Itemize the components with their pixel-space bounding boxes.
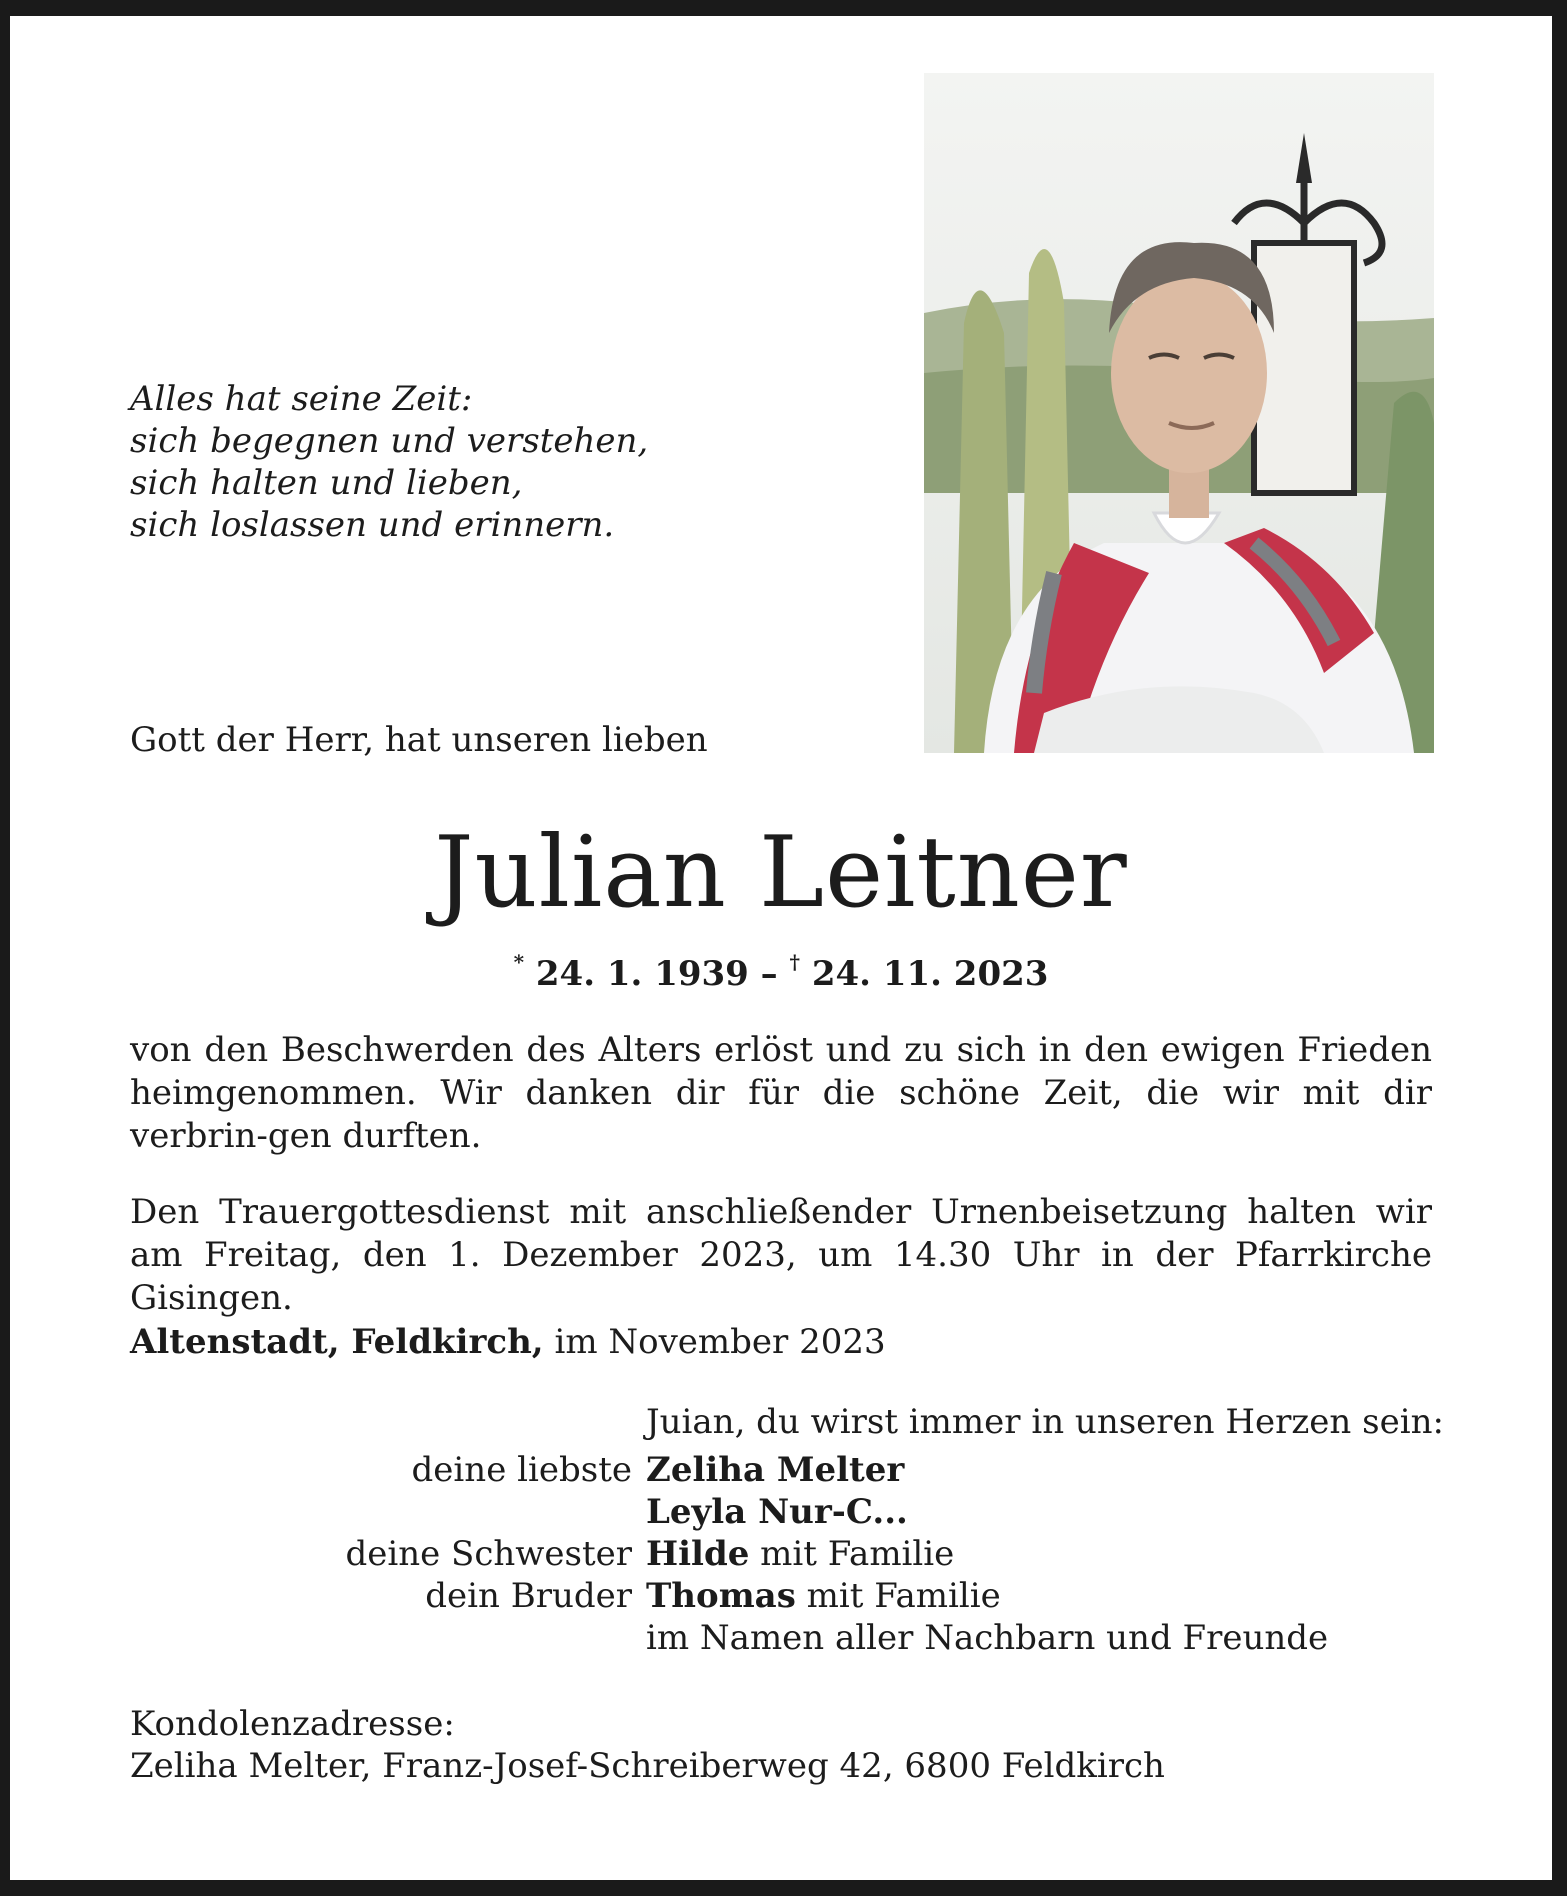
death-date: 24. 11. 2023 (811, 954, 1049, 994)
poem-line: sich loslassen und erinnern. (130, 505, 615, 545)
life-dates (10, 950, 1552, 994)
place-date-line (130, 1322, 886, 1362)
family-member-name: Leyla Nur-C... (646, 1492, 908, 1532)
birth-date: 24. 1. 1939 (535, 954, 749, 994)
family-member-name: Thomas (646, 1576, 796, 1616)
family-member-suffix: mit Familie (749, 1534, 955, 1574)
family-member-name: Hilde (646, 1534, 750, 1574)
family-member-name: Zeliha Melter (646, 1450, 905, 1490)
poem (130, 378, 648, 546)
service-paragraph: Den Trauergottesdienst mit anschließender Urnenbeisetzung halten wir am Freitag, den 1. Dezember 2023, um 14.30 Uhr in der Pfarrkirche Gisingen. (130, 1192, 1432, 1318)
family-member (646, 1618, 1328, 1658)
family-member-suffix: im Namen aller Nachbarn und Freunde (646, 1618, 1329, 1658)
date-separator: – (760, 954, 778, 994)
family-member (646, 1450, 904, 1490)
birth-symbol: * (513, 950, 525, 974)
family-relation: deine Schwester (345, 1534, 632, 1574)
family-relation: deine liebste (411, 1450, 632, 1490)
place-date: im November 2023 (543, 1322, 886, 1362)
deceased-name: Julian Leitner (434, 816, 1128, 930)
notice-paragraph: von den Beschwerden des Alters erlöst und zu sich in den ewigen Frieden heimgenommen. Wir danken dir für die schöne Zeit, die wir mit dir verbrin-gen durften. (130, 1030, 1432, 1156)
poem-line: sich begegnen und verstehen, (130, 421, 649, 461)
family-member (646, 1534, 954, 1574)
death-symbol: † (789, 950, 800, 974)
intro-line: Gott der Herr, hat unseren lieben (130, 720, 708, 760)
place-name: Altenstadt, Feldkirch, (130, 1322, 544, 1362)
portrait-photo (924, 73, 1434, 753)
poem-line: Alles hat seine Zeit: (130, 379, 473, 419)
poem-line: sich halten und lieben, (130, 463, 523, 503)
heart-line: Juian, du wirst immer in unseren Herzen sein: (646, 1402, 1444, 1442)
family-member-suffix: mit Familie (795, 1576, 1001, 1616)
condolence-label: Kondolenzadresse: (130, 1704, 455, 1744)
family-relation: dein Bruder (425, 1576, 632, 1616)
condolence-address: Zeliha Melter, Franz-Josef-Schreiberweg 42, 6800 Feldkirch (130, 1746, 1165, 1786)
family-member (646, 1492, 908, 1532)
portrait-illustration (924, 73, 1434, 753)
family-member (646, 1576, 1001, 1616)
obituary-page (10, 16, 1552, 1880)
